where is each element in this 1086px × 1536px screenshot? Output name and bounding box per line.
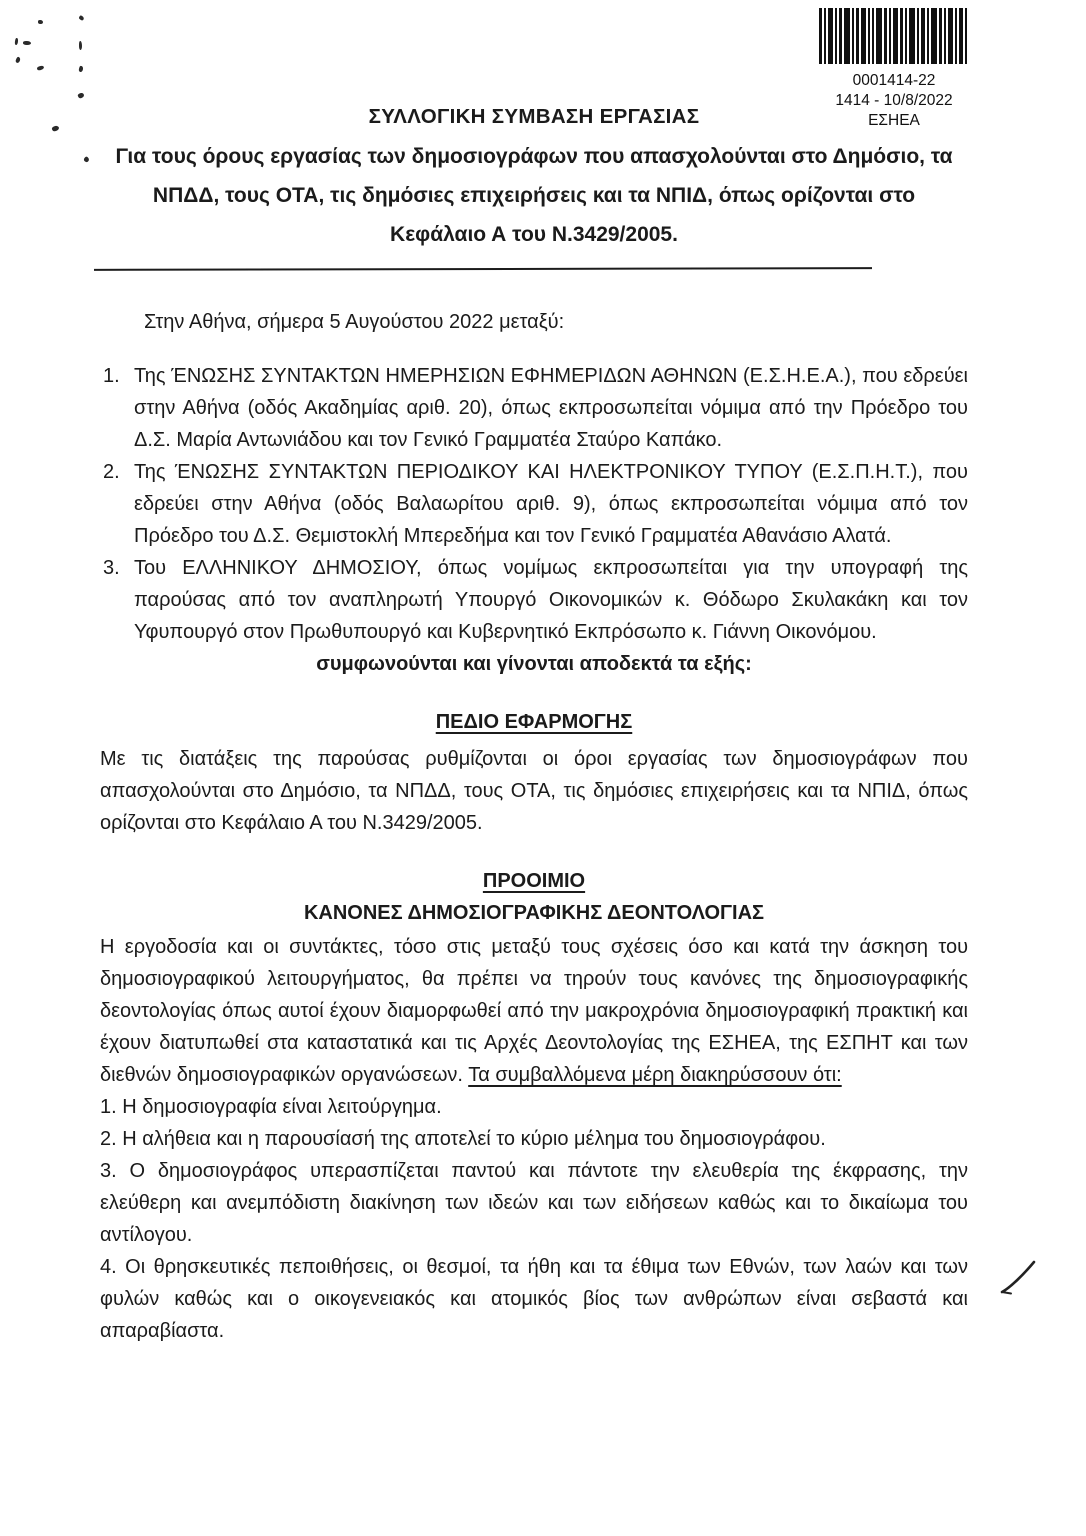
scan-speckle <box>83 156 90 163</box>
section-heading-preamble: ΠΡΟΟΙΜΙΟ <box>482 870 586 892</box>
contracting-parties-list <box>100 360 968 648</box>
list-item-text: Του ΕΛΛΗΝΙΚΟΥ ΔΗΜΟΣΙΟΥ, όπως νομίμως εκπροσωπείται για την υπογραφή της παρούσας από τον αναπληρωτή Υπουργό Οικονομικών κ. Θόδωρο Σκυλακάκη και τον Υφυπουργό στον Πρωθυπουργό και Κυβερνητικό Εκπρόσωπο κ. Γιάννη Οικονόμου. <box>134 557 968 643</box>
list-item: 1. Η δημοσιογραφία είναι λειτούργημα. <box>100 1096 442 1118</box>
document-body <box>100 0 968 1347</box>
list-item-number: 2. <box>103 461 120 483</box>
scope-paragraph: Με τις διατάξεις της παρούσας ρυθμίζονται οι όροι εργασίας των δημοσιογράφων που απασχολούνται στο Δημόσιο, τα ΝΠΔΔ, τους ΟΤΑ, τις δημόσιες επιχειρήσεις και τα ΝΠΙΔ, όπως ορίζονται στο Κεφάλαιο Α του Ν.3429/2005. <box>100 748 968 834</box>
pen-mark <box>992 1248 1048 1304</box>
list-item-number: 1. <box>103 365 120 387</box>
scan-speckle <box>77 92 85 99</box>
scan-speckle <box>78 66 83 73</box>
document-subtitle: Για τους όρους εργασίας των δημοσιογράφων που απασχολούνται στο Δημόσιο, τα ΝΠΔΔ, τους ΟΤΑ, τις δημόσιες επιχειρήσεις και τα ΝΠΙΔ, όπως ορίζονται στο Κεφάλαιο Α του Ν.3429/2005. <box>115 145 953 246</box>
principles-list <box>100 1091 968 1347</box>
agreement-line: συμφωνούνται και γίνονται αποδεκτά τα εξής: <box>316 653 752 675</box>
list-item: 3. Ο δημοσιογράφος υπερασπίζεται παντού και πάντοτε την ελευθερία της έκφρασης, την ελεύθερη και ανεμπόδιστη διακίνηση των ιδεών και των ειδήσεων καθώς και το δικαίωμα του αντίλογου. <box>100 1160 968 1246</box>
scan-speckle <box>38 20 43 24</box>
scan-speckle <box>15 56 21 63</box>
list-item-text: Της ΈΝΩΣΗΣ ΣΥΝΤΑΚΤΩΝ ΗΜΕΡΗΣΙΩΝ ΕΦΗΜΕΡΙΔΩΝ ΑΘΗΝΩΝ (Ε.Σ.Η.Ε.Α.), που εδρεύει στην Αθήνα (οδός Ακαδημίας αριθ. 20), όπως εκπροσωπείται νόμιμα από την Πρόεδρο του Δ.Σ. Μαρία Αντωνιάδου και τον Γενικό Γραμματέα Σταύρο Καπάκο. <box>134 365 968 451</box>
section-subheading-ethics: ΚΑΝΟΝΕΣ ΔΗΜΟΣΙΟΓΡΑΦΙΚΗΣ ΔΕΟΝΤΟΛΟΓΙΑΣ <box>303 902 765 924</box>
scan-speckle <box>79 41 82 50</box>
scan-speckle <box>78 15 84 21</box>
scan-speckle <box>37 65 45 71</box>
list-item: 4. Οι θρησκευτικές πεποιθήσεις, οι θεσμοί, τα ήθη και τα έθιμα των Εθνών, των λαών και των φυλών καθώς και ο οικογενειακός και ατομικός βίος των ανθρώπων είναι σεβαστά και απαραβίαστα. <box>100 1256 968 1342</box>
scan-speckle <box>51 125 59 132</box>
stamp-barcode-number: 0001414-22 <box>852 72 936 89</box>
list-item: 2. Η αλήθεια και η παρουσίασή της αποτελεί το κύριο μέλημα του δημοσιογράφου. <box>100 1128 826 1150</box>
list-item-number: 3. <box>103 557 120 579</box>
list-item-text: Της ΈΝΩΣΗΣ ΣΥΝΤΑΚΤΩΝ ΠΕΡΙΟΔΙΚΟΥ ΚΑΙ ΗΛΕΚΤΡΟΝΙΚΟΥ ΤΥΠΟΥ (Ε.Σ.Π.Η.Τ.), που εδρεύει στην Αθήνα (οδός Βαλαωρίτου αριθ. 9), όπως εκπροσωπείται νόμιμα από τον Πρόεδρο του Δ.Σ. Θεμιστοκλή Μπερεδήμα και τον Γενικό Γραμματέα Αθανάσιο Αλατά. <box>134 461 968 547</box>
document-title: ΣΥΛΛΟΓΙΚΗ ΣΥΜΒΑΣΗ ΕΡΓΑΣΙΑΣ <box>368 105 700 128</box>
scan-speckle <box>14 38 18 45</box>
scan-speckle <box>23 41 31 45</box>
section-heading-scope: ΠΕΔΙΟ ΕΦΑΡΜΟΓΗΣ <box>435 711 633 733</box>
preamble-text: Η εργοδοσία και οι συντάκτες, τόσο στις μεταξύ τους σχέσεις όσο και κατά την άσκηση του δημοσιογραφικού λειτουργήματος, θα πρέπει να τηρούν τους κανόνες της δημοσιογραφικής δεοντολογίας όπως αυτοί έχουν διαμορφωθεί από την μακροχρόνια δημοσιογραφική πρακτική και έχουν διατυπωθεί στα καταστατικά και τις Αρχές Δεοντολογίας της ΕΣΗΕΑ, της ΕΣΠΗΤ και των διεθνών δημοσιογραφικών οργανώσεων. <box>100 936 968 1086</box>
horizontal-divider <box>94 267 872 271</box>
preamble-paragraph <box>100 931 968 1091</box>
stamp-protocol-line: 1414 - 10/8/2022 <box>835 92 953 109</box>
list-item <box>100 360 968 456</box>
date-line: Στην Αθήνα, σήμερα 5 Αυγούστου 2022 μεταξύ: <box>144 311 565 333</box>
preamble-declaration-text: Τα συμβαλλόμενα μέρη διακηρύσσουν ότι: <box>468 1064 842 1086</box>
list-item <box>100 456 968 552</box>
stamp-org: ΕΣΗΕΑ <box>868 112 920 129</box>
list-item <box>100 552 968 648</box>
